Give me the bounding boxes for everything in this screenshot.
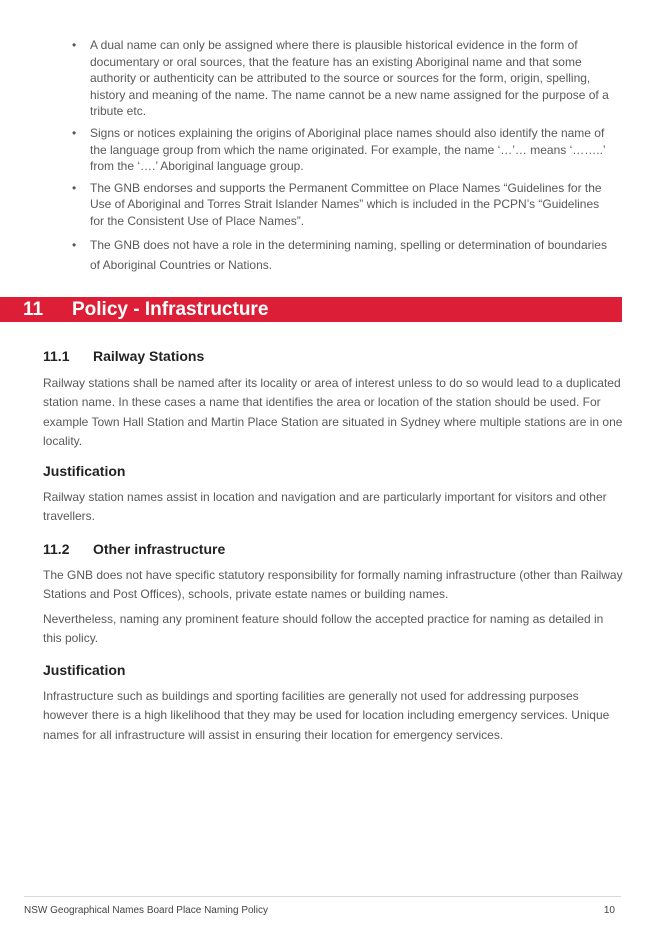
section-number: 11 [23,299,44,320]
bullet-dot: • [72,38,77,52]
footer-title: NSW Geographical Names Board Place Naming Policy [24,905,268,916]
section-title: Policy - Infrastructure [72,299,269,320]
justification-heading: Justification [43,463,126,479]
bullet-text: The GNB does not have a role in the determining naming, spelling or determination of boundaries of Aboriginal Countries or Nations. [90,237,607,272]
paragraph-other-infrastructure-2: Nevertheless, naming any prominent feature should follow the accepted practice for naming as detailed in this policy. [43,612,604,646]
list-item [72,37,612,120]
bullet-dot: • [72,125,77,140]
section-heading-bar [0,297,622,322]
subsection-heading-11-1 [43,348,204,364]
list-item [72,235,612,275]
bullet-dot: • [72,237,77,252]
bullet-dot: • [72,180,77,195]
footer-divider [24,896,621,897]
subsection-title: Other infrastructure [93,541,226,557]
subsection-heading-11-2 [43,541,225,557]
page-number: 10 [603,905,615,916]
paragraph-infrastructure-justification: Infrastructure such as buildings and sporting facilities are generally not used for addressing purposes however there is a high likelihood that they may be used for location including emergency services. Unique names for all infrastructure will assist in ensuring their location for emergency services. [43,689,610,742]
bullet-text: The GNB endorses and supports the Permanent Committee on Place Names “Guidelines for the Use of Aboriginal and Torres Strait Islander Names” which is included in the PCPN’s “Guidelines for the Consistent Use of Place Names”. [90,180,602,228]
paragraph-railway-stations: Railway stations shall be named after its locality or area of interest unless to do so would lead to a duplicated station name. In these cases a name that identifies the area or location of the station should be used. For example Town Hall Station and Martin Place Station are situated in Sydney where multiple stations are in one locality. [43,376,623,448]
justification-heading: Justification [43,662,126,678]
bullet-text: Signs or notices explaining the origins of Aboriginal place names should also identify the name of the language group from which the name originated. For example, the name ‘…’… means ‘……..’ from the ‘….’ Aboriginal language group. [90,125,606,174]
subsection-title: Railway Stations [93,348,205,364]
list-item [72,180,612,230]
paragraph-railway-justification: Railway station names assist in location and navigation and are particularly important for visitors and other travellers. [43,490,607,524]
list-item [72,125,612,175]
paragraph-other-infrastructure: The GNB does not have specific statutory responsibility for formally naming infrastructure (other than Railway Stations and Post Offices), schools, private estate names or building names. [43,568,623,602]
subsection-number: 11.2 [43,541,70,557]
bullet-text: A dual name can only be assigned where there is plausible historical evidence in the form of documentary or oral sources, that the feature has an existing Aboriginal name and that some authority or authenticity can be attributed to the source or sources for the form, origin, spelling, history and meaning of the name. The name cannot be a new name assigned for the purpose of a tribute etc. [90,38,609,119]
bullet-list [72,37,612,280]
subsection-number: 11.1 [43,348,70,364]
